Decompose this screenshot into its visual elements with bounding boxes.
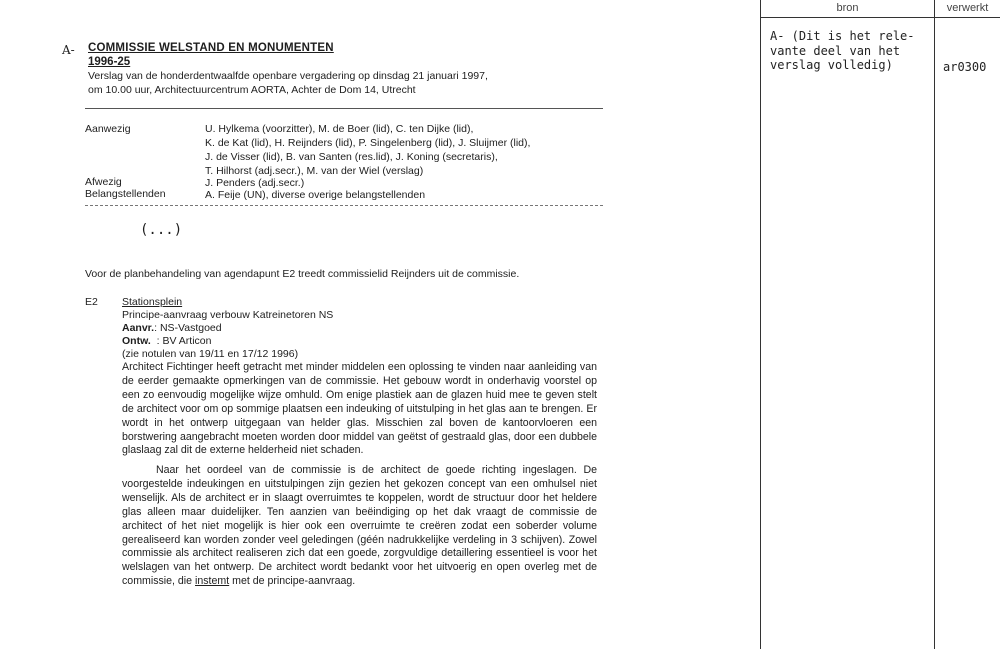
present-label: Aanwezig <box>85 123 131 135</box>
applicant-label: Aanvr. <box>122 322 155 334</box>
discussion-paragraph-1: Architect Fichtinger heeft getracht met minder middelen een oplossing te vinden naar aanleiding van de eerder gemaakte opmerkingen van de commissie. Het gebouw wordt in onderhavig voorstel op een zo eenvoudig mogelijke wijze omhuld. Om enige plastiek aan de glazen huid mee te geven stelt de architect voor om op sommige plaatsen een indeuking of uitstulping in het glas aan te brengen. Er wordt in het ontwerp uitgegaan van helder glas. Misschien zal boven de kantoorvloeren een borstwering aangebracht moeten worden door middel van geëtst of gestraald glas, door een dubbele glaslaag zal dit de externe helderheid niet schaden. <box>122 361 597 457</box>
omission-ellipsis: (...) <box>140 222 183 238</box>
verwerkt-code: ar0300 <box>943 60 987 74</box>
present-line: U. Hylkema (voorzitter), M. de Boer (lid), C. ten Dijke (lid), <box>205 123 474 135</box>
column-header-verwerkt: verwerkt <box>946 2 989 14</box>
discussion-paragraph-2 <box>122 464 597 589</box>
stakeholders-value: A. Feije (UN), diverse overige belangstellenden <box>205 189 426 201</box>
approval-word: instemt <box>195 575 230 588</box>
absent-label: Afwezig <box>85 176 122 188</box>
column-header-bron: bron <box>836 2 859 14</box>
panel-column-divider <box>934 0 935 649</box>
agenda-item-code: E2 <box>85 296 98 308</box>
document-number: 1996-25 <box>88 56 131 68</box>
designer-label: Ontw. <box>122 335 151 347</box>
document-marker: A- <box>62 43 75 57</box>
document-title: COMMISSIE WELSTAND EN MONUMENTEN <box>88 42 334 54</box>
present-line: K. de Kat (lid), H. Reijnders (lid), P. Singelenberg (lid), J. Sluijmer (lid), <box>205 137 531 149</box>
present-line: T. Hilhorst (adj.secr.), M. van der Wiel (verslag) <box>205 165 424 177</box>
divider-top <box>85 108 603 109</box>
designer-row <box>122 335 211 348</box>
divider-attendance <box>85 205 603 206</box>
agenda-item-location: Stationsplein <box>122 296 183 308</box>
conclusion-end: met de principe-aanvraag. <box>229 575 356 588</box>
present-line: J. de Visser (lid), B. van Santen (res.lid), J. Koning (secretaris), <box>205 151 498 163</box>
conclusion-text: Naar het oordeel van de commissie is de architect de goede richting ingeslagen. De voorgestelde indeukingen en uitstulpingen zijn gezien het gekozen concept van een omhulsel niet wenselijk. Als de architect er in slaagt overruimtes te koppelen, wordt de structuur door het heldere glas alleen maar duidelijker. Ten aanzien van beëindiging op het dak vraagt de commissie de architect of het niet mogelijk is hier ook een overruimte te creëren zodat een soberder volume gerealiseerd kan worden zonder veel geledingen (géén nadrukkelijke verdeling in 3 schijven). Zowel commissie als architect realiseren zich dat een goede, zorgvuldige detaillering essentieel is voor het welslagen van het ontwerp. De architect wordt bedankt voor het uitvoerig en open overleg met de commissie, die <box>122 464 597 588</box>
minutes-reference: (zie notulen van 19/11 en 17/12 1996) <box>122 348 299 360</box>
bron-note: A- (Dit is het rele- vante deel van het verslag volledig) <box>770 29 915 72</box>
intro-line-2: om 10.00 uur, Architectuurcentrum AORTA, Achter de Dom 14, Utrecht <box>88 84 416 96</box>
intro-line-1: Verslag van de honderdentwaalfde openbare vergadering op dinsdag 21 januari 1997, <box>88 70 488 82</box>
applicant-value: : NS-Vastgoed <box>154 322 222 334</box>
stakeholders-label: Belangstellenden <box>85 188 166 200</box>
applicant-row <box>122 322 222 335</box>
absent-value: J. Penders (adj.secr.) <box>205 177 305 189</box>
recusal-notice: Voor de planbehandeling van agendapunt E2 treedt commissielid Reijnders uit de commissie. <box>85 268 520 280</box>
panel-header-divider <box>760 17 1000 18</box>
panel-left-border <box>760 0 761 649</box>
agenda-item-subject: Principe-aanvraag verbouw Katreinetoren NS <box>122 309 334 321</box>
designer-value: : BV Articon <box>150 335 212 347</box>
